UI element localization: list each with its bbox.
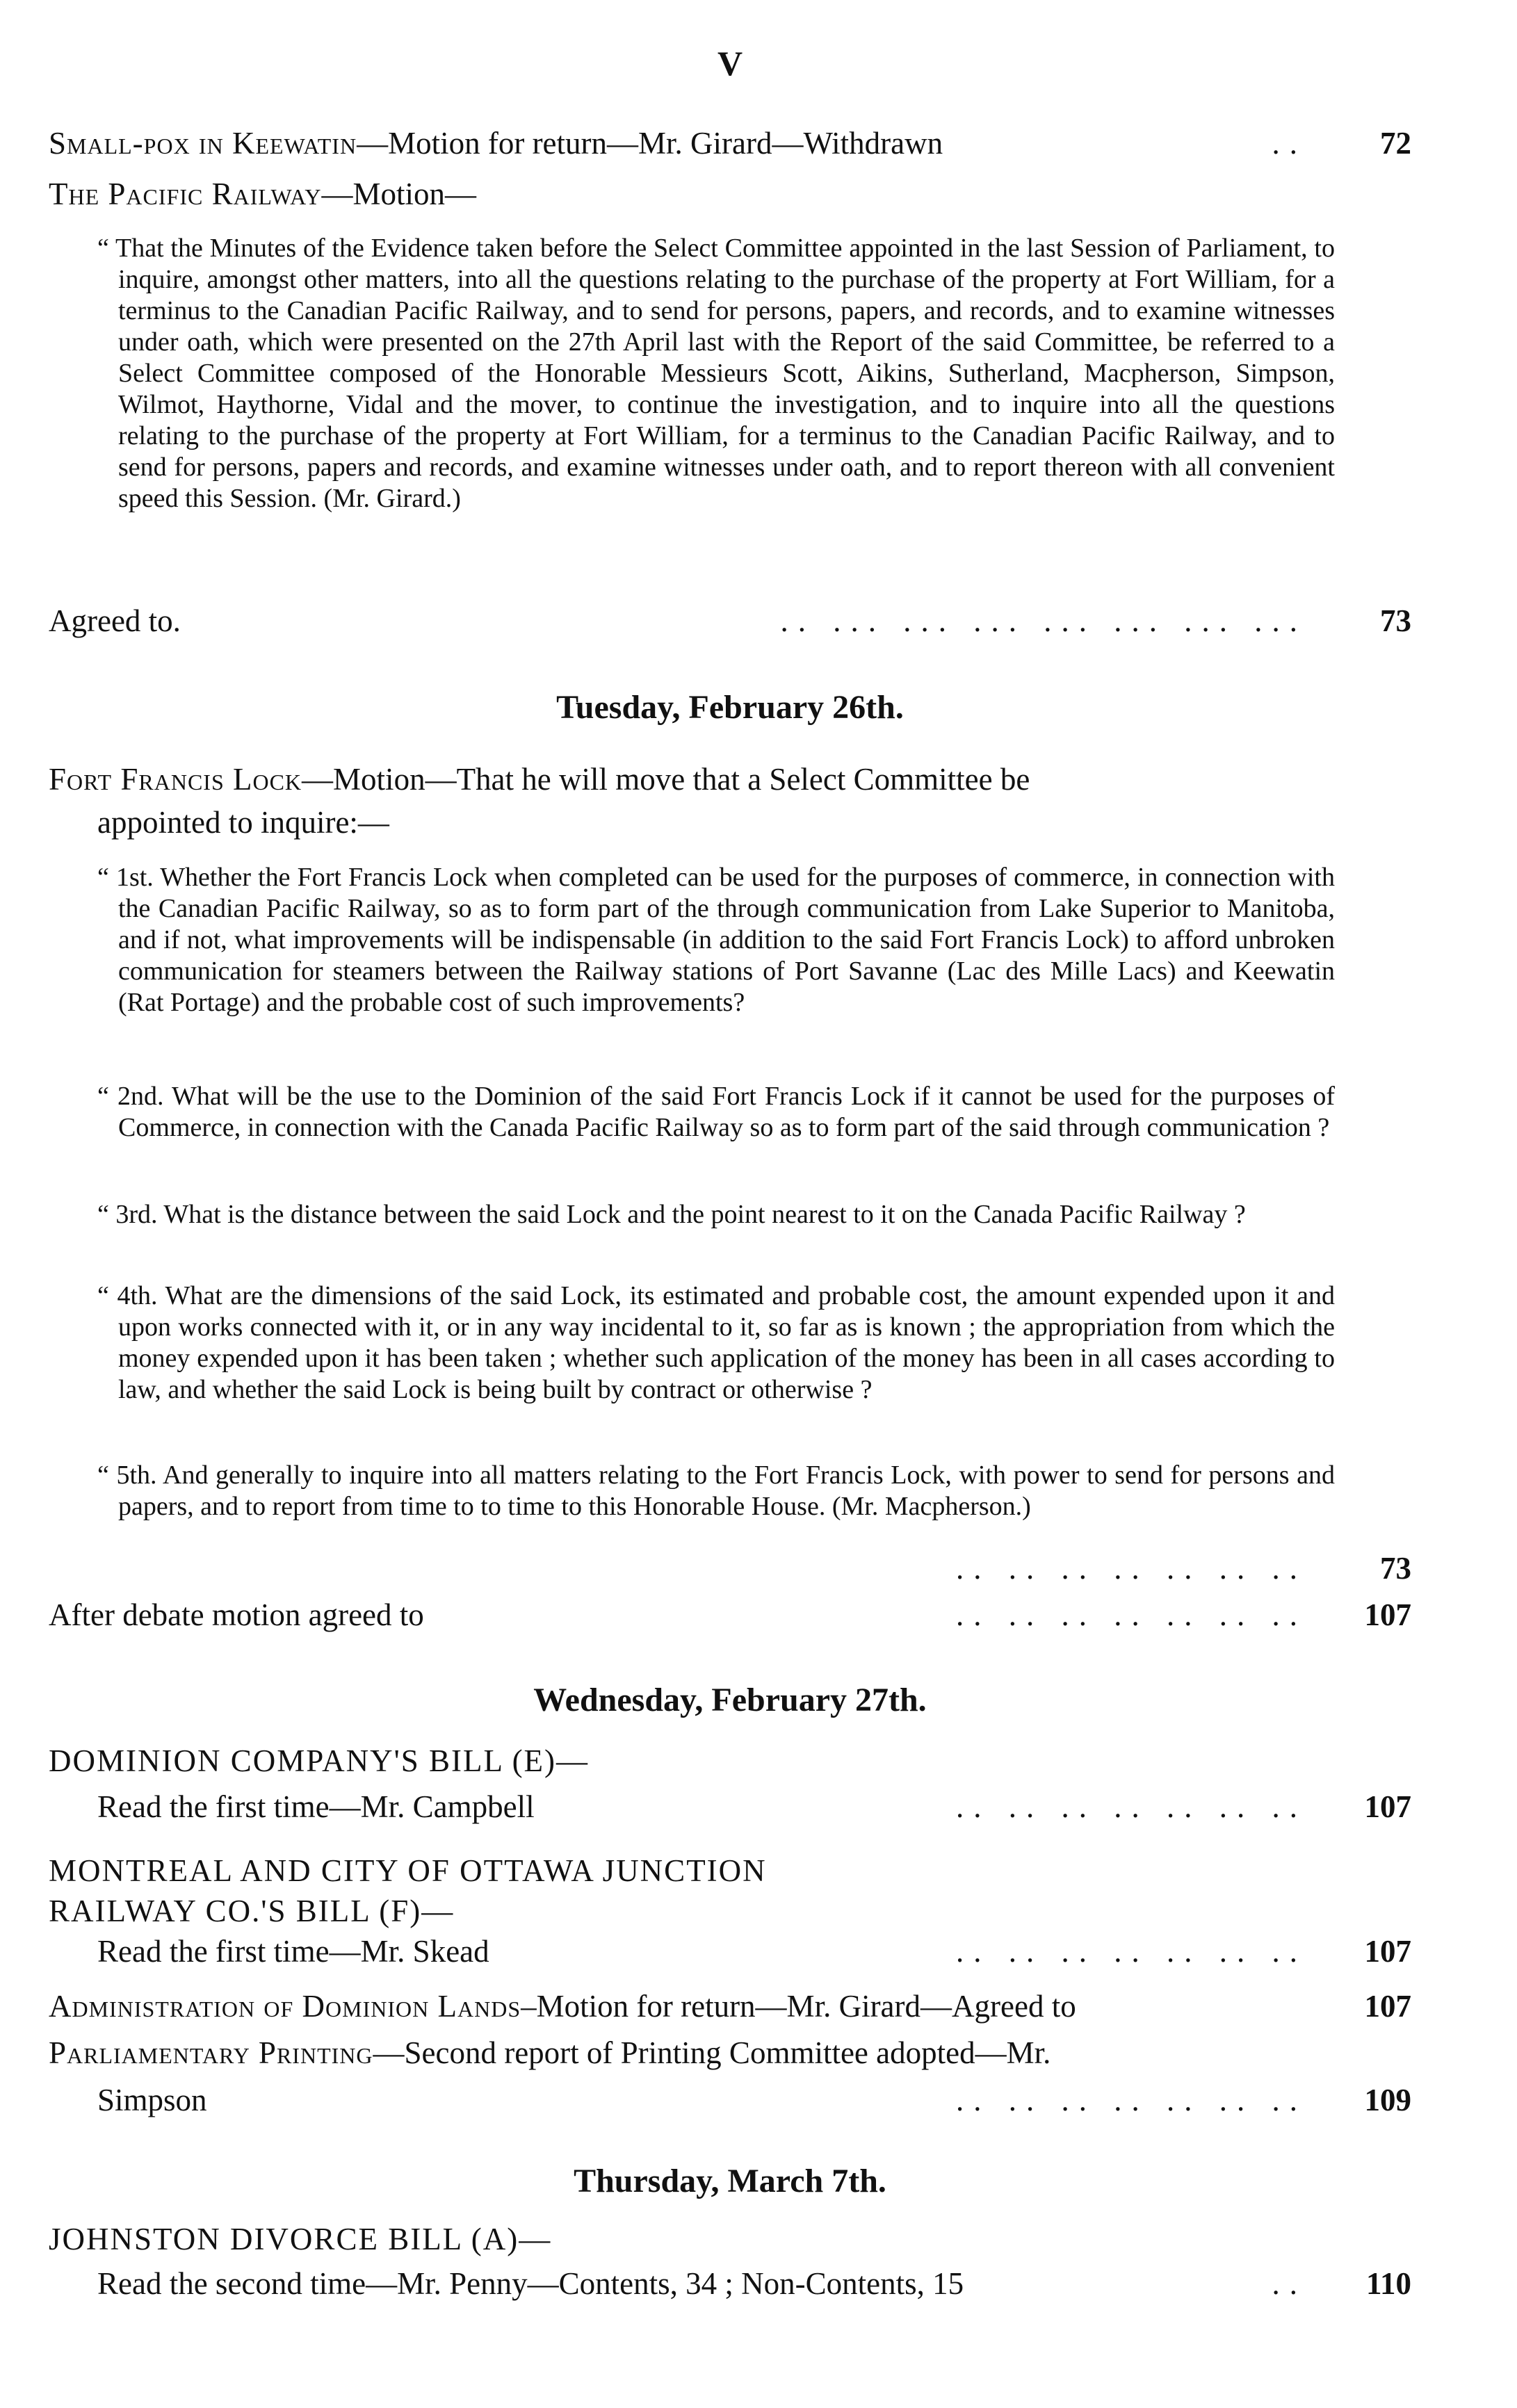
index-entry (49, 2218, 1411, 2261)
page-ref: 107 (1364, 1789, 1411, 1824)
page-ref: 72 (1380, 126, 1411, 161)
entry-text: appointed to inquire:— (97, 805, 389, 840)
entry-text: Agreed to. (49, 603, 181, 638)
inquiry-item: “ 2nd. What will be the use to the Dominion of the said Fort Francis Lock if it cannot be used for the purposes of Commerce, in connection with the Canada Pacific Railway so as to form part of the said through communication ? (97, 1082, 1335, 1142)
index-entry (49, 1739, 1411, 1782)
entry-title: Fort Francis Lock (49, 762, 302, 797)
inquiry-item: “ 4th. What are the dimensions of the said Lock, its estimated and probable cost, the amount expended upon it and upon works connected with it, or in any way incidental to it, so far as is known ; the appropriation from which the money expended upon it has been taken ; whether such application of the money has been in all cases according to law, and whether the said Lock is being built by contract or otherwise ? (97, 1281, 1335, 1404)
entry-title: Parliamentary Printing (49, 2035, 373, 2070)
entry-text: –Motion for return—Mr. Girard—Agreed to (521, 1989, 1076, 2024)
section-date: Thursday, March 7th. (574, 2163, 886, 2199)
entry-text: Read the first time—Mr. Campbell (97, 1789, 535, 1824)
entry-text: Read the second time—Mr. Penny—Contents, 34 ; Non-Contents, 15 (97, 2266, 964, 2301)
inquiry-item: “ 1st. Whether the Fort Francis Lock when completed can be used for the purposes of commerce, in connection with the Canadian Pacific Railway, so as to form part of the through communication from Lake Superior to Manitoba, and if not, what improvements will be indispensable (in addition to the said Fort Francis Lock) to afford unbroken communication for steamers between the Railway stations of Port Savanne (Lac des Mille Lacs) and Keewatin (Rat Portage) and the probable cost of such improvements? (97, 863, 1335, 1017)
entry-text: —Motion— (321, 177, 476, 211)
dot-leader: .. .. .. .. .. .. .. (956, 1551, 1307, 1586)
page-ref: 110 (1365, 2266, 1411, 2301)
index-entry-continuation (97, 2078, 1411, 2122)
entry-text: —Second report of Printing Committee adopted—Mr. (373, 2035, 1051, 2070)
entry-title: JOHNSTON DIVORCE BILL (A)— (49, 2222, 552, 2256)
index-entry (49, 1985, 1411, 2028)
section-date: Wednesday, February 27th. (533, 1682, 927, 1718)
entry-text: After debate motion agreed to (49, 1597, 424, 1632)
index-entry (49, 1593, 1411, 1636)
index-entry (49, 122, 1411, 165)
entry-title: Administration of Dominion Lands (49, 1989, 521, 2024)
page-ref: 109 (1364, 2083, 1411, 2117)
dot-leader: .. (1272, 126, 1307, 161)
index-entry-continuation (49, 1889, 1411, 1933)
dot-leader: .. (1272, 2266, 1307, 2301)
index-entry (49, 2031, 1411, 2074)
inquiry-item: “ 5th. And generally to inquire into all matters relating to the Fort Francis Lock, with power to send for persons and papers, and to report from time to to time to this Honorable House. (Mr. Macpherson.) (97, 1461, 1335, 1521)
entry-text: Read the first time—Mr. Skead (97, 1934, 489, 1969)
dot-leader: .. .. .. .. .. .. .. (956, 2083, 1307, 2117)
entry-title: RAILWAY CO.'S BILL (F)— (49, 1894, 455, 1928)
index-entry (49, 1849, 1411, 1892)
index-entry (49, 1547, 1411, 1590)
dot-leader: .. .. .. .. .. .. .. (956, 1597, 1307, 1632)
index-entry-continuation (97, 801, 1411, 844)
page-number: V (717, 44, 743, 83)
page-ref: 107 (1364, 1934, 1411, 1969)
entry-text: —Motion—That he will move that a Select Committee be (302, 762, 1030, 797)
entry-title: MONTREAL AND CITY OF OTTAWA JUNCTION (49, 1853, 767, 1888)
page-ref: 73 (1380, 603, 1411, 638)
page-ref: 107 (1364, 1597, 1411, 1632)
entry-title: DOMINION COMPANY'S BILL (E)— (49, 1743, 590, 1778)
motion-quote: “ That the Minutes of the Evidence taken before the Select Committee appointed in the last Session of Parliament, to inquire, amongst other matters, into all the questions relating to the purchase of the property at Fort William, for a terminus to the Canadian Pacific Railway, and to send for persons, papers, and records, and to examine witnesses under oath, which were presented on the 27th April last with the Report of the said Committee, be referred to a Select Committee composed of the Honorable Messieurs Scott, Aikins, Sutherland, Macpherson, Simpson, Wilmot, Haythorne, Vidal and the mover, to continue the investigation, and to inquire into all the questions relating to the purchase of the property at Fort William, for a terminus to the Canadian Pacific Railway, and to send for persons, papers and records, and examine witnesses under oath, and to report thereon with all convenient speed this Session. (Mr. Girard.) (97, 234, 1335, 513)
entry-text: —Motion for return—Mr. Girard—Withdrawn (357, 126, 943, 161)
index-entry (49, 758, 1411, 801)
dot-leader: .. .. .. .. .. .. .. (956, 1934, 1307, 1969)
index-entry (49, 172, 1411, 215)
page-ref: 107 (1364, 1989, 1411, 2024)
index-entry-continuation (97, 2262, 1411, 2305)
inquiry-item: “ 3rd. What is the distance between the said Lock and the point nearest to it on the Canada Pacific Railway ? (97, 1200, 1246, 1229)
section-date: Tuesday, February 26th. (556, 689, 904, 726)
index-entry-continuation (97, 1785, 1411, 1828)
entry-title: The Pacific Railway (49, 177, 322, 211)
dot-leader: .. .. .. .. .. .. .. (956, 1789, 1307, 1824)
dot-leader: .. ... ... ... ... ... ... ... (780, 603, 1307, 638)
entry-title: Small-pox in Keewatin (49, 126, 357, 161)
index-entry (49, 599, 1411, 642)
page-ref: 73 (1380, 1551, 1411, 1586)
entry-text: Simpson (97, 2083, 207, 2117)
index-entry-continuation (97, 1930, 1411, 1973)
